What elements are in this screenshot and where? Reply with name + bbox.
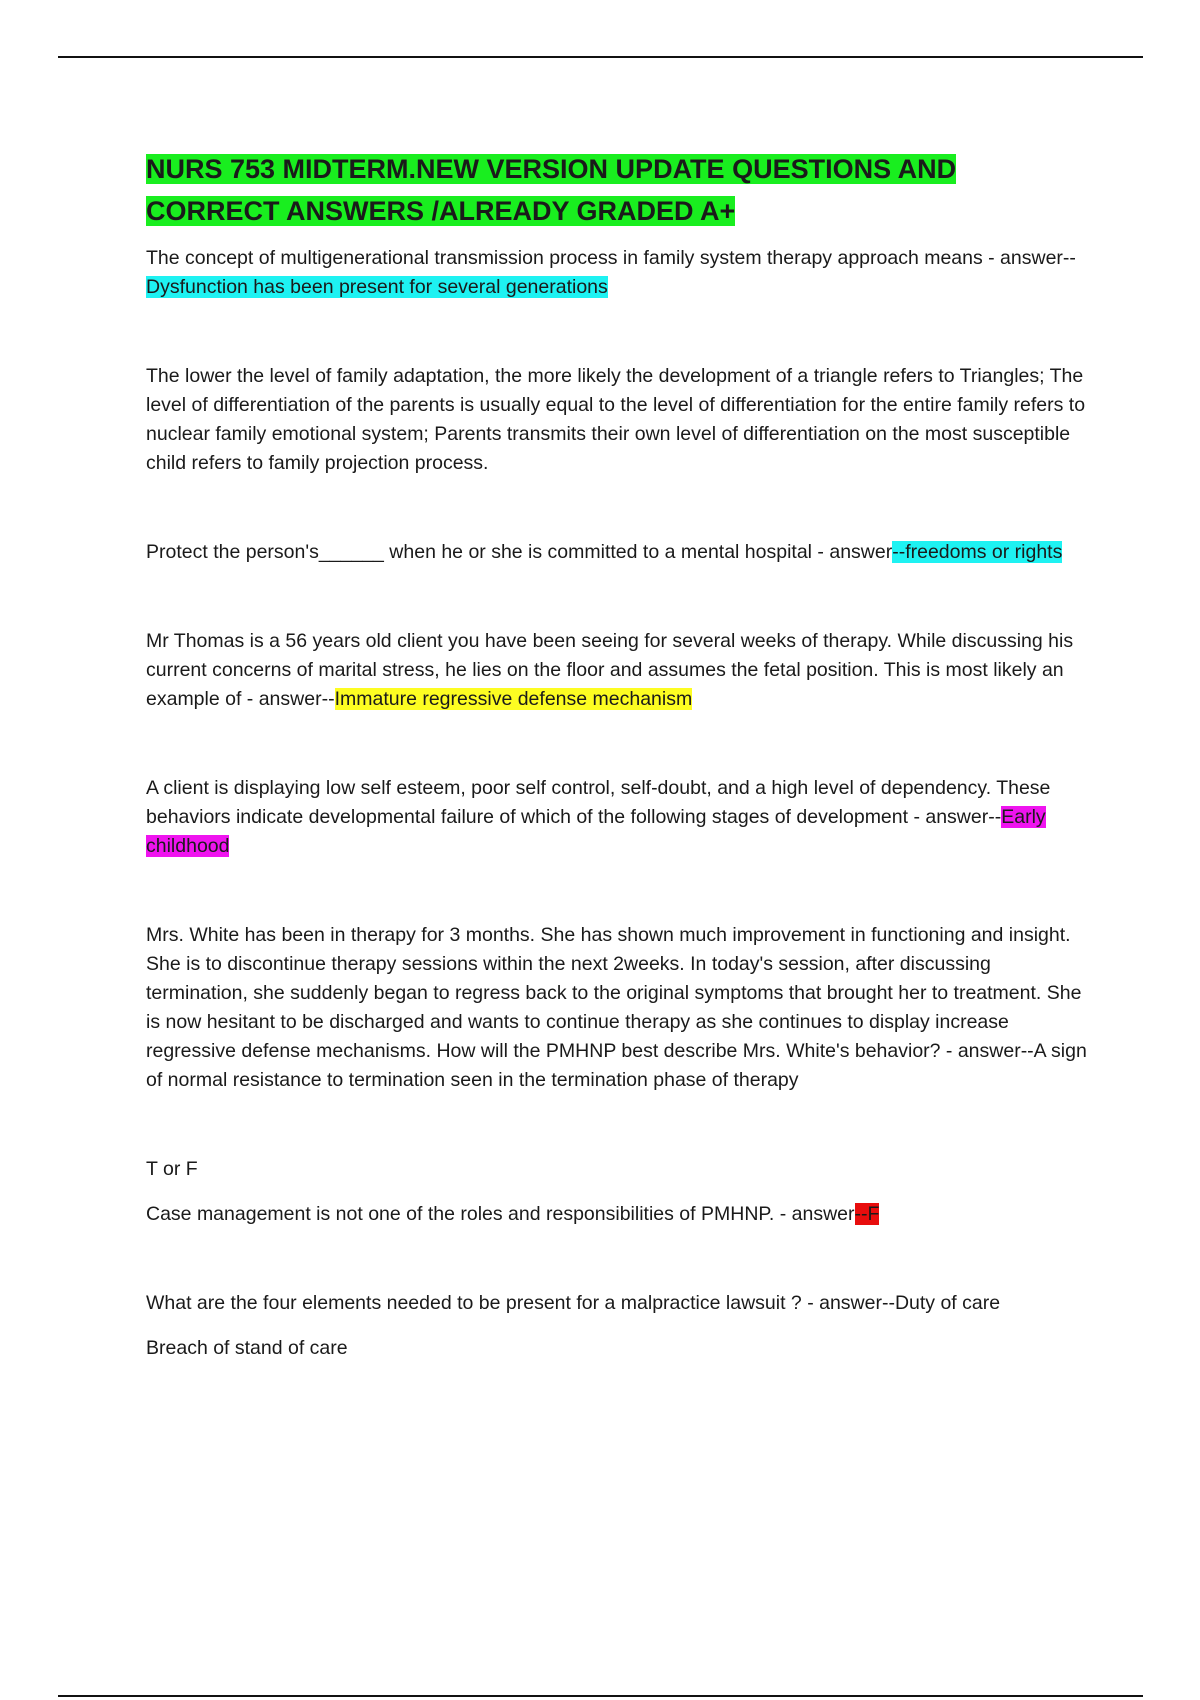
title-highlight: NURS 753 MIDTERM.NEW VERSION UPDATE QUESTIONS AND CORRECT ANSWERS /ALREADY GRADED A+ [146,154,957,226]
qa-item-9 [146,1289,1096,1318]
answer-highlight: --freedoms or rights [892,541,1063,563]
qa-item-2 [146,362,1096,478]
qa-item-6 [146,921,1096,1095]
question-text: A client is displaying low self esteem, poor self control, self-doubt, and a high level of dependency. These behaviors indicate developmental failure of which of the following stages of development - answer-- [146,777,1051,828]
paragraph-text: What are the four elements needed to be present for a malpractice lawsuit ? - answer--Duty of care [146,1292,1001,1314]
qa-item-10 [146,1334,1096,1363]
document-title [146,148,1096,232]
answer-highlight: --F [854,1203,880,1225]
answer-highlight: Dysfunction has been present for several generations [146,276,608,298]
answer-highlight: Early childhood [146,806,1046,857]
question-text: Protect the person's______ when he or she is committed to a mental hospital - answer [146,541,893,563]
footer-rule [58,1695,1143,1697]
question-text: The concept of multigenerational transmission process in family system therapy approach means - answer-- [146,247,1076,269]
paragraph-text: T or F [146,1158,198,1180]
paragraph-text: Mrs. White has been in therapy for 3 months. She has shown much improvement in functioning and insight. She is to discontinue therapy sessions within the next 2weeks. In today's session, after discussing termination, she suddenly began to regress back to the original symptoms that brought her to treatment. She is now hesitant to be discharged and wants to continue therapy as she continues to display increase regressive defense mechanisms. How will the PMHNP best describe Mrs. White's behavior? - answer--A sign of normal resistance to termination seen in the termination phase of therapy [146,924,1087,1091]
qa-item-1 [146,244,1096,302]
qa-item-3 [146,538,1096,567]
qa-item-8 [146,1200,1096,1229]
question-text: Mr Thomas is a 56 years old client you have been seeing for several weeks of therapy. While discussing his current concerns of marital stress, he lies on the floor and assumes the fetal position. This is most likely an example of - answer-- [146,630,1074,710]
answer-highlight: Immature regressive defense mechanism [334,688,693,710]
question-text: Case management is not one of the roles and responsibilities of PMHNP. - answer [146,1203,855,1225]
paragraph-text: The lower the level of family adaptation, the more likely the development of a triangle refers to Triangles; The level of differentiation of the parents is usually equal to the level of differentiation for the entire family refers to nuclear family emotional system; Parents transmits their own level of differentiation on the most susceptible child refers to family projection process. [146,365,1086,474]
paragraph-text: Breach of stand of care [146,1337,348,1359]
qa-item-4 [146,627,1096,714]
qa-item-7 [146,1155,1096,1184]
header-rule [58,56,1143,58]
document-body [146,148,1096,1363]
qa-item-5 [146,774,1096,861]
